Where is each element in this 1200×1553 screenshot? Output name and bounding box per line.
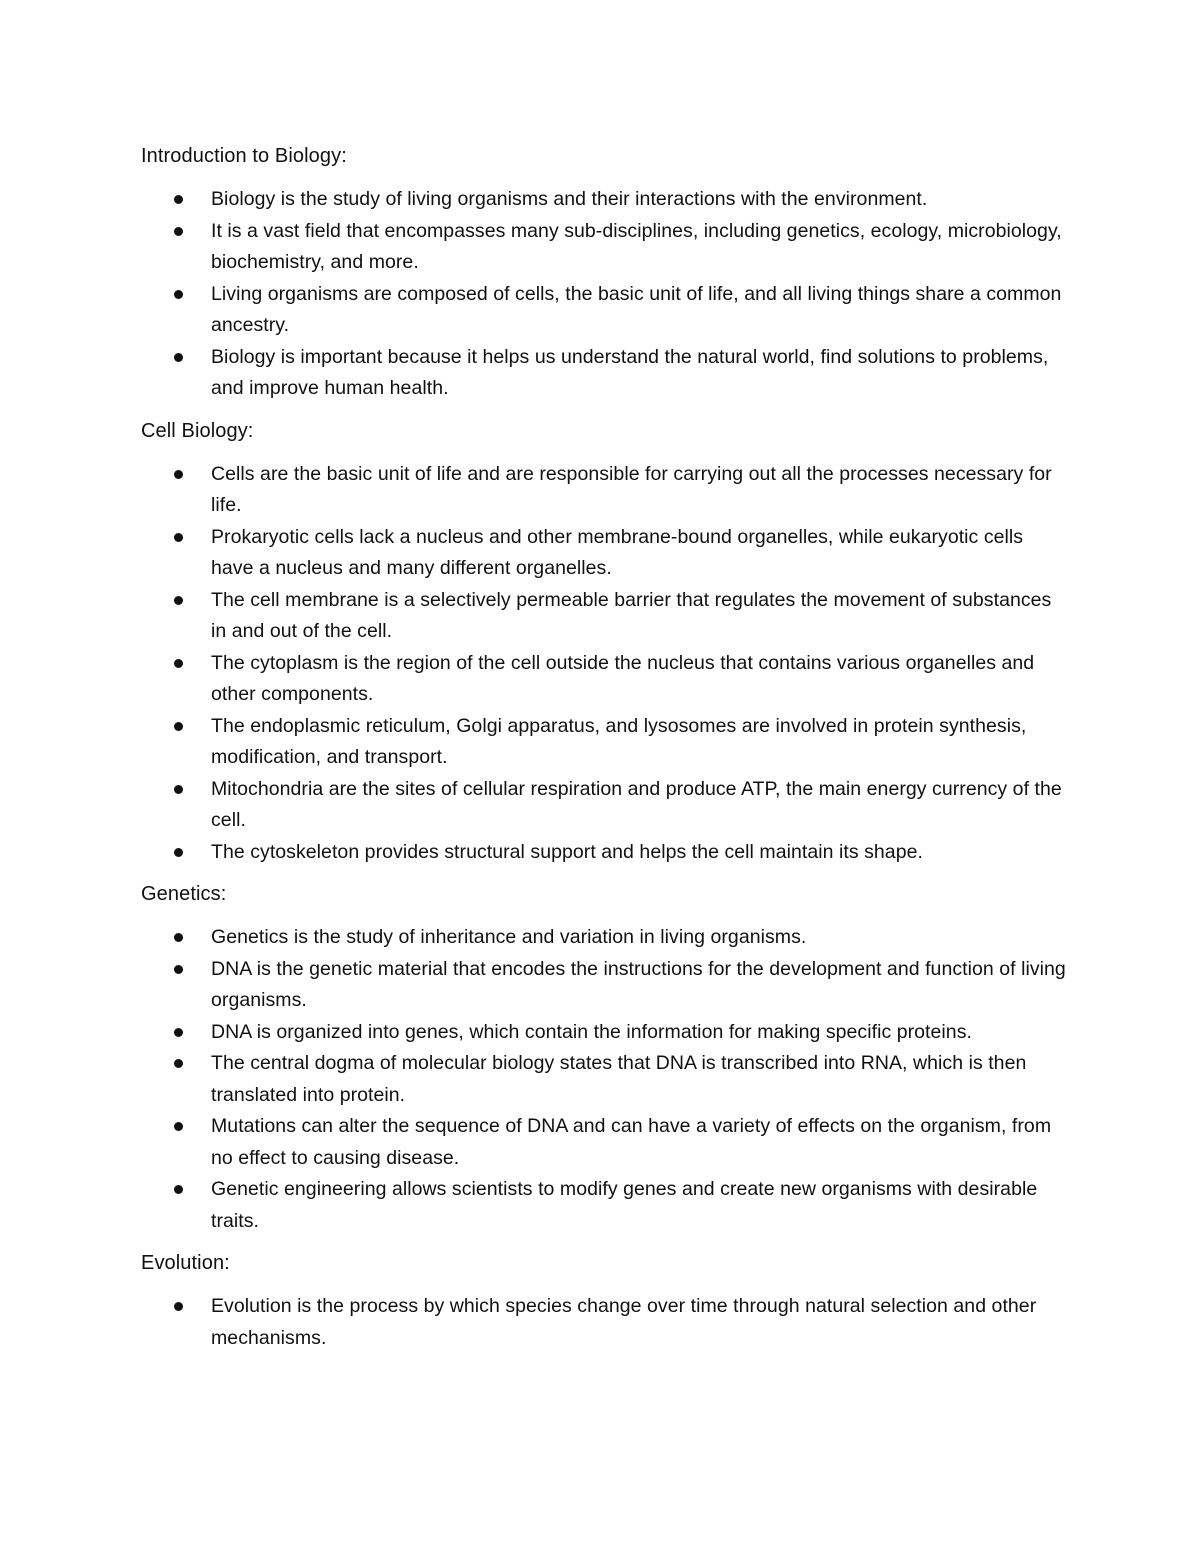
list-item: [141, 279, 1071, 342]
list-item-text: DNA is organized into genes, which contain the information for making specific proteins.: [211, 1020, 972, 1043]
list-item-text: Living organisms are composed of cells, the basic unit of life, and all living things share a common ancestry.: [211, 282, 1062, 336]
list-item: [141, 1111, 1071, 1174]
list-item: [141, 922, 1071, 954]
bullet-icon: [174, 290, 183, 299]
bullet-list: [141, 922, 1071, 1237]
list-item-text: The central dogma of molecular biology states that DNA is transcribed into RNA, which is then translated into protein.: [211, 1052, 1027, 1106]
bullet-icon: [174, 1185, 183, 1194]
bullet-icon: [174, 933, 183, 942]
list-item: [141, 216, 1071, 279]
bullet-list: [141, 1291, 1071, 1354]
bullet-icon: [174, 965, 183, 974]
list-item: [141, 648, 1071, 711]
list-item: [141, 184, 1071, 216]
list-item: [141, 522, 1071, 585]
section-heading: Cell Biology:: [141, 419, 254, 442]
bullet-icon: [174, 596, 183, 605]
list-item: [141, 774, 1071, 837]
section-cell-biology: [141, 416, 1071, 869]
list-item: [141, 711, 1071, 774]
section-genetics: [141, 879, 1071, 1237]
document-content: [141, 141, 1071, 1365]
section-heading: Evolution:: [141, 1252, 230, 1274]
list-item: [141, 585, 1071, 648]
list-item-text: The cytoskeleton provides structural support and helps the cell maintain its shape.: [211, 840, 923, 863]
list-item: [141, 837, 1071, 869]
list-item-text: Cells are the basic unit of life and are responsible for carrying out all the processes necessary for life.: [211, 462, 1052, 516]
list-item: [141, 1291, 1071, 1354]
bullet-icon: [174, 1122, 183, 1131]
bullet-icon: [174, 470, 183, 479]
bullet-icon: [174, 848, 183, 857]
list-item: [141, 342, 1071, 405]
bullet-icon: [174, 1059, 183, 1068]
list-item: [141, 954, 1071, 1017]
bullet-icon: [174, 195, 183, 204]
list-item-text: Mitochondria are the sites of cellular respiration and produce ATP, the main energy currency of the cell.: [211, 777, 1062, 831]
list-item-text: Biology is important because it helps us understand the natural world, find solutions to problems, and improve human health.: [211, 345, 1049, 399]
list-item-text: DNA is the genetic material that encodes the instructions for the development and function of living organisms.: [211, 957, 1066, 1011]
list-item-text: The endoplasmic reticulum, Golgi apparatus, and lysosomes are involved in protein synthesis, modification, and transport.: [211, 714, 1027, 768]
section-heading: Introduction to Biology:: [141, 145, 347, 167]
bullet-icon: [174, 1028, 183, 1037]
bullet-icon: [174, 533, 183, 542]
bullet-list: [141, 184, 1071, 405]
section-introduction: [141, 141, 1071, 405]
section-evolution: [141, 1248, 1071, 1354]
bullet-icon: [174, 659, 183, 668]
list-item: [141, 1174, 1071, 1237]
bullet-list: [141, 459, 1071, 869]
list-item-text: The cell membrane is a selectively permeable barrier that regulates the movement of substances in and out of the cell.: [211, 588, 1052, 642]
list-item: [141, 1017, 1071, 1049]
list-item: [141, 459, 1071, 522]
list-item-text: Mutations can alter the sequence of DNA and can have a variety of effects on the organism, from no effect to causing disease.: [211, 1115, 1052, 1169]
bullet-icon: [174, 227, 183, 236]
bullet-icon: [174, 785, 183, 794]
bullet-icon: [174, 353, 183, 362]
list-item-text: Biology is the study of living organisms and their interactions with the environment.: [211, 188, 928, 210]
list-item-text: It is a vast field that encompasses many sub-disciplines, including genetics, ecology, microbiology, biochemistry, and more.: [211, 219, 1062, 273]
list-item-text: Evolution is the process by which species change over time through natural selection and other mechanisms.: [211, 1295, 1037, 1349]
bullet-icon: [174, 722, 183, 731]
list-item-text: Genetic engineering allows scientists to modify genes and create new organisms with desirable traits.: [211, 1178, 1038, 1232]
list-item: [141, 1048, 1071, 1111]
list-item-text: Prokaryotic cells lack a nucleus and other membrane-bound organelles, while eukaryotic cells have a nucleus and many different organelles.: [211, 525, 1024, 579]
list-item-text: Genetics is the study of inheritance and variation in living organisms.: [211, 926, 807, 948]
bullet-icon: [174, 1302, 183, 1311]
list-item-text: The cytoplasm is the region of the cell outside the nucleus that contains various organelles and other components.: [211, 651, 1035, 705]
section-heading: Genetics:: [141, 883, 227, 905]
